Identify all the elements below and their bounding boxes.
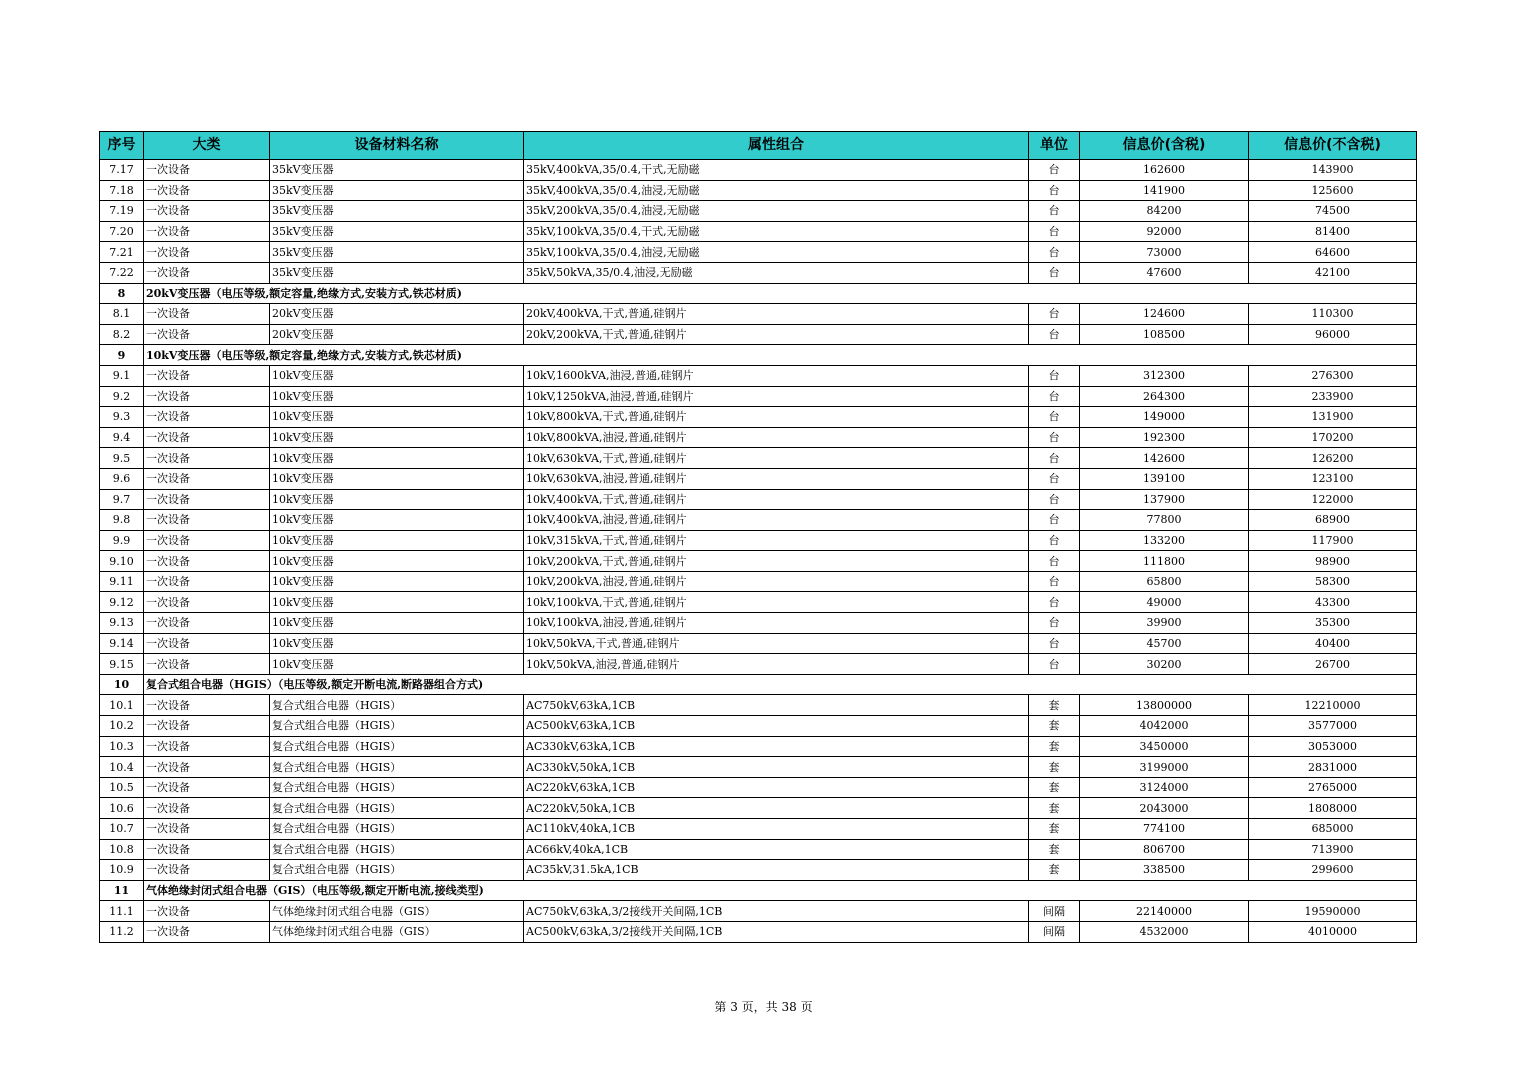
table-row [100, 201, 1417, 222]
cell-unit: 台 [1029, 551, 1080, 572]
cell-price-notax: 68900 [1249, 510, 1417, 531]
cell-name: 10kV变压器 [270, 633, 524, 654]
cell-category: 一次设备 [144, 757, 270, 778]
table-row [100, 468, 1417, 489]
cell-price-tax: 77800 [1080, 510, 1249, 531]
table-row [100, 777, 1417, 798]
header-unit: 单位 [1029, 132, 1080, 160]
cell-name: 10kV变压器 [270, 365, 524, 386]
cell-category: 一次设备 [144, 262, 270, 283]
cell-name: 10kV变压器 [270, 530, 524, 551]
cell-attributes: 35kV,400kVA,35/0.4,干式,无励磁 [524, 160, 1029, 181]
cell-category: 一次设备 [144, 365, 270, 386]
cell-category: 一次设备 [144, 180, 270, 201]
cell-unit: 台 [1029, 160, 1080, 181]
cell-no: 8.2 [100, 324, 144, 345]
cell-category: 一次设备 [144, 592, 270, 613]
cell-price-notax: 3053000 [1249, 736, 1417, 757]
cell-price-notax: 4010000 [1249, 921, 1417, 942]
cell-name: 复合式组合电器（HGIS） [270, 860, 524, 881]
cell-category: 一次设备 [144, 839, 270, 860]
table-row [100, 819, 1417, 840]
cell-attributes: 10kV,1250kVA,油浸,普通,硅钢片 [524, 386, 1029, 407]
cell-attributes: 10kV,800kVA,干式,普通,硅钢片 [524, 407, 1029, 428]
cell-unit: 台 [1029, 221, 1080, 242]
cell-no: 9.12 [100, 592, 144, 613]
cell-price-tax: 30200 [1080, 654, 1249, 675]
cell-name: 20kV变压器 [270, 304, 524, 325]
cell-name: 35kV变压器 [270, 242, 524, 263]
cell-unit: 套 [1029, 777, 1080, 798]
cell-category: 一次设备 [144, 510, 270, 531]
cell-price-notax: 713900 [1249, 839, 1417, 860]
cell-no: 7.20 [100, 221, 144, 242]
cell-unit: 台 [1029, 613, 1080, 634]
cell-price-tax: 4532000 [1080, 921, 1249, 942]
cell-unit: 台 [1029, 468, 1080, 489]
cell-price-notax: 143900 [1249, 160, 1417, 181]
cell-no: 10.3 [100, 736, 144, 757]
table-row [100, 798, 1417, 819]
cell-attributes: AC330kV,50kA,1CB [524, 757, 1029, 778]
cell-name: 气体绝缘封闭式组合电器（GIS） [270, 921, 524, 942]
cell-unit: 台 [1029, 262, 1080, 283]
cell-no: 7.21 [100, 242, 144, 263]
cell-price-tax: 13800000 [1080, 695, 1249, 716]
cell-no: 8.1 [100, 304, 144, 325]
cell-no: 10.1 [100, 695, 144, 716]
cell-category: 一次设备 [144, 324, 270, 345]
cell-price-tax: 774100 [1080, 819, 1249, 840]
cell-attributes: 10kV,400kVA,干式,普通,硅钢片 [524, 489, 1029, 510]
cell-name: 10kV变压器 [270, 468, 524, 489]
cell-attributes: AC500kV,63kA,3/2接线开关间隔,1CB [524, 921, 1029, 942]
cell-price-tax: 39900 [1080, 613, 1249, 634]
cell-attributes: AC500kV,63kA,1CB [524, 716, 1029, 737]
cell-unit: 台 [1029, 510, 1080, 531]
cell-category: 一次设备 [144, 304, 270, 325]
header-price-notax: 信息价(不含税) [1249, 132, 1417, 160]
cell-attributes: AC220kV,63kA,1CB [524, 777, 1029, 798]
cell-unit: 台 [1029, 654, 1080, 675]
table-row [100, 221, 1417, 242]
table-row [100, 860, 1417, 881]
cell-price-tax: 133200 [1080, 530, 1249, 551]
cell-price-notax: 299600 [1249, 860, 1417, 881]
table-row [100, 921, 1417, 942]
cell-price-notax: 12210000 [1249, 695, 1417, 716]
section-title: 20kV变压器（电压等级,额定容量,绝缘方式,安装方式,铁芯材质) [144, 283, 1417, 304]
cell-no: 7.18 [100, 180, 144, 201]
table-row [100, 551, 1417, 572]
table-row [100, 262, 1417, 283]
cell-no: 9.8 [100, 510, 144, 531]
cell-attributes: 20kV,200kVA,干式,普通,硅钢片 [524, 324, 1029, 345]
table-row [100, 757, 1417, 778]
table-row [100, 386, 1417, 407]
cell-name: 复合式组合电器（HGIS） [270, 757, 524, 778]
cell-name: 复合式组合电器（HGIS） [270, 798, 524, 819]
cell-unit: 台 [1029, 427, 1080, 448]
cell-price-notax: 170200 [1249, 427, 1417, 448]
header-no: 序号 [100, 132, 144, 160]
cell-category: 一次设备 [144, 777, 270, 798]
cell-attributes: 10kV,315kVA,干式,普通,硅钢片 [524, 530, 1029, 551]
cell-name: 10kV变压器 [270, 427, 524, 448]
cell-unit: 台 [1029, 592, 1080, 613]
cell-unit: 台 [1029, 365, 1080, 386]
cell-category: 一次设备 [144, 921, 270, 942]
header-price-tax: 信息价(含税) [1080, 132, 1249, 160]
cell-price-notax: 26700 [1249, 654, 1417, 675]
cell-category: 一次设备 [144, 860, 270, 881]
cell-attributes: 35kV,100kVA,35/0.4,干式,无励磁 [524, 221, 1029, 242]
table-row [100, 736, 1417, 757]
cell-category: 一次设备 [144, 695, 270, 716]
cell-attributes: 20kV,400kVA,干式,普通,硅钢片 [524, 304, 1029, 325]
cell-name: 10kV变压器 [270, 571, 524, 592]
cell-unit: 台 [1029, 571, 1080, 592]
cell-attributes: AC110kV,40kA,1CB [524, 819, 1029, 840]
cell-unit: 套 [1029, 736, 1080, 757]
cell-unit: 台 [1029, 407, 1080, 428]
cell-category: 一次设备 [144, 654, 270, 675]
cell-attributes: 35kV,50kVA,35/0.4,油浸,无励磁 [524, 262, 1029, 283]
cell-name: 10kV变压器 [270, 551, 524, 572]
cell-price-notax: 58300 [1249, 571, 1417, 592]
cell-attributes: AC220kV,50kA,1CB [524, 798, 1029, 819]
table-row [100, 448, 1417, 469]
cell-price-notax: 125600 [1249, 180, 1417, 201]
cell-unit: 台 [1029, 242, 1080, 263]
cell-price-notax: 74500 [1249, 201, 1417, 222]
section-row [100, 674, 1417, 695]
cell-category: 一次设备 [144, 633, 270, 654]
cell-price-tax: 73000 [1080, 242, 1249, 263]
cell-no: 9.7 [100, 489, 144, 510]
table-row [100, 530, 1417, 551]
section-row [100, 345, 1417, 366]
cell-attributes: 35kV,200kVA,35/0.4,油浸,无励磁 [524, 201, 1029, 222]
cell-no: 10.5 [100, 777, 144, 798]
table-row [100, 304, 1417, 325]
cell-unit: 套 [1029, 819, 1080, 840]
cell-attributes: AC750kV,63kA,3/2接线开关间隔,1CB [524, 901, 1029, 922]
cell-category: 一次设备 [144, 242, 270, 263]
cell-unit: 间隔 [1029, 901, 1080, 922]
section-title: 10kV变压器（电压等级,额定容量,绝缘方式,安装方式,铁芯材质) [144, 345, 1417, 366]
table-row [100, 716, 1417, 737]
cell-price-notax: 117900 [1249, 530, 1417, 551]
cell-name: 35kV变压器 [270, 262, 524, 283]
section-number: 8 [100, 283, 144, 304]
cell-price-tax: 162600 [1080, 160, 1249, 181]
cell-attributes: 35kV,100kVA,35/0.4,油浸,无励磁 [524, 242, 1029, 263]
section-number: 11 [100, 880, 144, 901]
table-row [100, 695, 1417, 716]
cell-name: 复合式组合电器（HGIS） [270, 695, 524, 716]
cell-attributes: 10kV,630kVA,干式,普通,硅钢片 [524, 448, 1029, 469]
cell-category: 一次设备 [144, 489, 270, 510]
cell-category: 一次设备 [144, 160, 270, 181]
section-row [100, 880, 1417, 901]
cell-price-tax: 139100 [1080, 468, 1249, 489]
cell-price-notax: 35300 [1249, 613, 1417, 634]
cell-price-notax: 2765000 [1249, 777, 1417, 798]
cell-price-notax: 685000 [1249, 819, 1417, 840]
cell-no: 9.5 [100, 448, 144, 469]
cell-no: 9.15 [100, 654, 144, 675]
cell-name: 复合式组合电器（HGIS） [270, 777, 524, 798]
cell-name: 10kV变压器 [270, 613, 524, 634]
table-row [100, 613, 1417, 634]
cell-no: 9.14 [100, 633, 144, 654]
cell-price-notax: 110300 [1249, 304, 1417, 325]
cell-name: 10kV变压器 [270, 654, 524, 675]
price-table [99, 131, 1417, 943]
cell-price-tax: 47600 [1080, 262, 1249, 283]
cell-unit: 台 [1029, 448, 1080, 469]
cell-name: 复合式组合电器（HGIS） [270, 736, 524, 757]
table-row [100, 901, 1417, 922]
section-number: 9 [100, 345, 144, 366]
cell-category: 一次设备 [144, 571, 270, 592]
cell-name: 10kV变压器 [270, 592, 524, 613]
cell-unit: 台 [1029, 633, 1080, 654]
cell-no: 11.1 [100, 901, 144, 922]
cell-no: 10.6 [100, 798, 144, 819]
cell-no: 10.2 [100, 716, 144, 737]
cell-price-tax: 22140000 [1080, 901, 1249, 922]
cell-price-notax: 126200 [1249, 448, 1417, 469]
cell-category: 一次设备 [144, 386, 270, 407]
cell-category: 一次设备 [144, 613, 270, 634]
cell-no: 9.1 [100, 365, 144, 386]
cell-name: 气体绝缘封闭式组合电器（GIS） [270, 901, 524, 922]
cell-name: 20kV变压器 [270, 324, 524, 345]
cell-no: 10.4 [100, 757, 144, 778]
section-title: 气体绝缘封闭式组合电器（GIS）（电压等级,额定开断电流,接线类型) [144, 880, 1417, 901]
table-row [100, 510, 1417, 531]
cell-unit: 台 [1029, 386, 1080, 407]
cell-attributes: 10kV,800kVA,油浸,普通,硅钢片 [524, 427, 1029, 448]
cell-no: 11.2 [100, 921, 144, 942]
cell-price-tax: 264300 [1080, 386, 1249, 407]
cell-unit: 套 [1029, 695, 1080, 716]
cell-attributes: 10kV,200kVA,干式,普通,硅钢片 [524, 551, 1029, 572]
cell-category: 一次设备 [144, 798, 270, 819]
cell-unit: 套 [1029, 839, 1080, 860]
cell-name: 复合式组合电器（HGIS） [270, 819, 524, 840]
header-category: 大类 [144, 132, 270, 160]
cell-price-tax: 149000 [1080, 407, 1249, 428]
cell-unit: 台 [1029, 201, 1080, 222]
cell-no: 9.2 [100, 386, 144, 407]
cell-no: 9.4 [100, 427, 144, 448]
cell-unit: 套 [1029, 757, 1080, 778]
cell-no: 9.13 [100, 613, 144, 634]
cell-price-tax: 3199000 [1080, 757, 1249, 778]
table-row [100, 324, 1417, 345]
cell-attributes: AC35kV,31.5kA,1CB [524, 860, 1029, 881]
cell-no: 10.9 [100, 860, 144, 881]
table-row [100, 180, 1417, 201]
cell-category: 一次设备 [144, 736, 270, 757]
section-title: 复合式组合电器（HGIS）（电压等级,额定开断电流,断路器组合方式) [144, 674, 1417, 695]
cell-attributes: AC330kV,63kA,1CB [524, 736, 1029, 757]
cell-name: 10kV变压器 [270, 386, 524, 407]
cell-price-tax: 111800 [1080, 551, 1249, 572]
cell-no: 7.22 [100, 262, 144, 283]
cell-category: 一次设备 [144, 551, 270, 572]
cell-name: 35kV变压器 [270, 180, 524, 201]
table-row [100, 489, 1417, 510]
header-name: 设备材料名称 [270, 132, 524, 160]
cell-name: 10kV变压器 [270, 489, 524, 510]
table-row [100, 633, 1417, 654]
cell-price-notax: 122000 [1249, 489, 1417, 510]
cell-price-notax: 276300 [1249, 365, 1417, 386]
cell-price-tax: 4042000 [1080, 716, 1249, 737]
table-row [100, 654, 1417, 675]
cell-category: 一次设备 [144, 407, 270, 428]
cell-no: 9.9 [100, 530, 144, 551]
table-row [100, 365, 1417, 386]
header-row [100, 132, 1417, 160]
cell-attributes: 10kV,630kVA,油浸,普通,硅钢片 [524, 468, 1029, 489]
cell-price-tax: 124600 [1080, 304, 1249, 325]
cell-price-tax: 108500 [1080, 324, 1249, 345]
cell-price-notax: 96000 [1249, 324, 1417, 345]
cell-price-notax: 64600 [1249, 242, 1417, 263]
cell-attributes: 10kV,50kVA,油浸,普通,硅钢片 [524, 654, 1029, 675]
cell-price-notax: 81400 [1249, 221, 1417, 242]
cell-price-tax: 92000 [1080, 221, 1249, 242]
cell-price-tax: 137900 [1080, 489, 1249, 510]
page-footer: 第 3 页，共 38 页 [714, 1000, 813, 1014]
cell-price-tax: 65800 [1080, 571, 1249, 592]
cell-name: 复合式组合电器（HGIS） [270, 839, 524, 860]
cell-unit: 台 [1029, 489, 1080, 510]
cell-unit: 台 [1029, 530, 1080, 551]
cell-attributes: 10kV,50kVA,干式,普通,硅钢片 [524, 633, 1029, 654]
cell-category: 一次设备 [144, 201, 270, 222]
cell-price-tax: 141900 [1080, 180, 1249, 201]
cell-price-tax: 2043000 [1080, 798, 1249, 819]
cell-price-tax: 49000 [1080, 592, 1249, 613]
cell-price-notax: 123100 [1249, 468, 1417, 489]
cell-name: 35kV变压器 [270, 221, 524, 242]
table-body [100, 160, 1417, 943]
cell-no: 7.19 [100, 201, 144, 222]
section-number: 10 [100, 674, 144, 695]
table-row [100, 160, 1417, 181]
cell-price-tax: 338500 [1080, 860, 1249, 881]
cell-price-tax: 806700 [1080, 839, 1249, 860]
cell-attributes: 10kV,100kVA,油浸,普通,硅钢片 [524, 613, 1029, 634]
cell-name: 35kV变压器 [270, 201, 524, 222]
table-row [100, 571, 1417, 592]
cell-price-notax: 19590000 [1249, 901, 1417, 922]
cell-price-notax: 233900 [1249, 386, 1417, 407]
cell-price-notax: 131900 [1249, 407, 1417, 428]
cell-price-notax: 43300 [1249, 592, 1417, 613]
cell-price-tax: 45700 [1080, 633, 1249, 654]
cell-attributes: 10kV,100kVA,干式,普通,硅钢片 [524, 592, 1029, 613]
cell-unit: 间隔 [1029, 921, 1080, 942]
cell-price-tax: 142600 [1080, 448, 1249, 469]
table-row [100, 592, 1417, 613]
cell-category: 一次设备 [144, 716, 270, 737]
cell-unit: 台 [1029, 324, 1080, 345]
cell-unit: 套 [1029, 798, 1080, 819]
cell-category: 一次设备 [144, 427, 270, 448]
table-row [100, 839, 1417, 860]
table-row [100, 427, 1417, 448]
cell-price-tax: 3124000 [1080, 777, 1249, 798]
cell-price-notax: 98900 [1249, 551, 1417, 572]
cell-price-tax: 312300 [1080, 365, 1249, 386]
cell-category: 一次设备 [144, 901, 270, 922]
cell-no: 9.11 [100, 571, 144, 592]
cell-name: 复合式组合电器（HGIS） [270, 716, 524, 737]
cell-no: 9.10 [100, 551, 144, 572]
cell-unit: 套 [1029, 860, 1080, 881]
cell-attributes: AC66kV,40kA,1CB [524, 839, 1029, 860]
section-row [100, 283, 1417, 304]
cell-attributes: 10kV,200kVA,油浸,普通,硅钢片 [524, 571, 1029, 592]
cell-price-notax: 40400 [1249, 633, 1417, 654]
cell-name: 10kV变压器 [270, 407, 524, 428]
cell-attributes: 10kV,400kVA,油浸,普通,硅钢片 [524, 510, 1029, 531]
cell-attributes: 35kV,400kVA,35/0.4,油浸,无励磁 [524, 180, 1029, 201]
cell-category: 一次设备 [144, 468, 270, 489]
cell-price-tax: 192300 [1080, 427, 1249, 448]
cell-unit: 套 [1029, 716, 1080, 737]
table-row [100, 242, 1417, 263]
cell-price-notax: 42100 [1249, 262, 1417, 283]
cell-category: 一次设备 [144, 448, 270, 469]
cell-no: 10.8 [100, 839, 144, 860]
cell-attributes: 10kV,1600kVA,油浸,普通,硅钢片 [524, 365, 1029, 386]
header-attributes: 属性组合 [524, 132, 1029, 160]
cell-unit: 台 [1029, 180, 1080, 201]
cell-name: 10kV变压器 [270, 448, 524, 469]
table-row [100, 407, 1417, 428]
cell-attributes: AC750kV,63kA,1CB [524, 695, 1029, 716]
cell-no: 7.17 [100, 160, 144, 181]
cell-price-notax: 3577000 [1249, 716, 1417, 737]
cell-no: 9.3 [100, 407, 144, 428]
cell-name: 10kV变压器 [270, 510, 524, 531]
cell-price-notax: 1808000 [1249, 798, 1417, 819]
cell-name: 35kV变压器 [270, 160, 524, 181]
cell-price-notax: 2831000 [1249, 757, 1417, 778]
cell-category: 一次设备 [144, 221, 270, 242]
cell-price-tax: 84200 [1080, 201, 1249, 222]
cell-category: 一次设备 [144, 530, 270, 551]
cell-unit: 台 [1029, 304, 1080, 325]
cell-category: 一次设备 [144, 819, 270, 840]
cell-no: 10.7 [100, 819, 144, 840]
cell-no: 9.6 [100, 468, 144, 489]
cell-price-tax: 3450000 [1080, 736, 1249, 757]
